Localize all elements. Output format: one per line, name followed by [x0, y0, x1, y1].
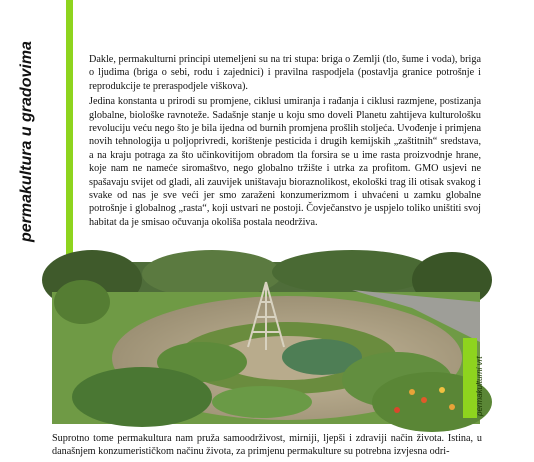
bottom-paragraph: Suprotno tome permakultura nam pruža samoodrživost, mirniji, ljepši i zdraviji način života. Istina, u današnjem konzumerističkom načinu života, za primjenu permakulture su potrebna izvjesna odri- — [52, 433, 482, 458]
section-title: permakultura u gradovima — [18, 41, 35, 242]
article-text — [89, 53, 481, 231]
photo-caption: permakulturni vrt — [475, 356, 484, 416]
paragraph-2: Jedina konstanta u prirodi su promjene, ciklusi umiranja i rađanja i ciklusi razmjene, postizanja globalne, biološke ravnoteže. Sadašnje stanje u koju smo doveli Planetu zahtijeva kulturološku revoluciju veću nego što je bila ijedna od burnih promjena prošlih stoljeća. Uvođenje i primjena novih tehnologija u poljoprivredi, korištenje pesticida i drugih kemijskih „zaštitnih“ sredstava, a na kraju potraga za što učinkovitijom obradom tla forsira se u ime rasta proizvodnje hrane, koje nam ne nameće siromaštvo, nego globalno tržište i utrka za profitom. GMO usjevi ne spašavaju svijet od gladi, ali zauvijek uništavaju bioraznolikost, ekološki trag ili otisak svakog i svake od nas je sve veći jer smo zaraženi konzumerizmom i uhvaćeni u zamku globalne potrošnje i globalnog „rasta“, koji ustvari ne postoji. Čovječanstvo je uspjelo toliko uništiti svoj habitat da je smisao očuvanja okoliša postala neodrživa. — [89, 96, 481, 228]
accent-bar — [66, 0, 73, 260]
garden-illustration — [52, 262, 480, 424]
garden-photo — [52, 262, 484, 424]
photo-caption-tab — [463, 338, 484, 418]
paragraph-1: Dakle, permakulturni principi utemeljeni su na tri stupa: briga o Zemlji (tlo, šume i voda), briga o ljudima (briga o sebi, rodu i zajednici) i pravilna raspodjela (postavlja granice potrošnje i reprodukcije te preraspodjele viškova). — [89, 54, 481, 92]
